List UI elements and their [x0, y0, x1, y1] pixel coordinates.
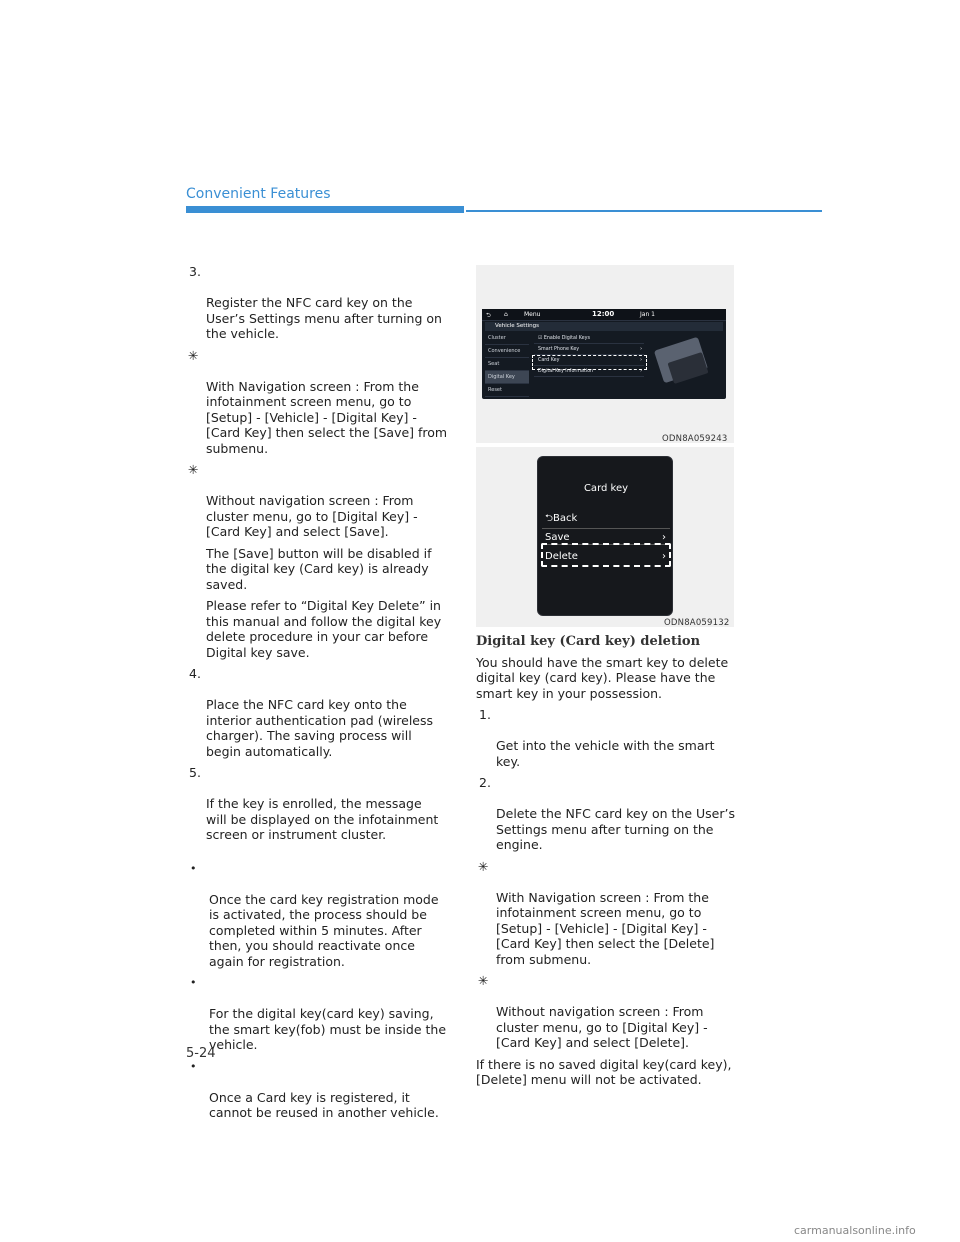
row-label: Smart Phone Key [538, 347, 580, 352]
bullet-text: Once a Card key is registered, it cannot be reused in another vehicle. [209, 1089, 439, 1120]
step-number: 2. [479, 775, 491, 790]
chevron-right-icon: › [640, 347, 642, 352]
asterisk-icon: ✳ [478, 858, 489, 874]
note-text: Without navigation screen : From cluster menu, go to [Digital Key] - [Card Key] and select [Save]. [206, 493, 418, 539]
sidebar-item-cluster: Cluster [485, 332, 529, 345]
row-enable-digital-keys [534, 333, 644, 344]
sidebar-item-digital-key: Digital Key [485, 371, 529, 384]
right-column [476, 634, 738, 1094]
screen-top-bar [482, 309, 726, 321]
sidebar-item-reset: Reset [485, 384, 529, 397]
row-label: Enable Digital Keys [543, 336, 590, 341]
bullet-icon: • [190, 976, 197, 989]
note-text: With Navigation screen : From the infotainment screen menu, go to [Setup] - [Vehicle] - [Digital Key] - [Card Key] then select the [Delete] from submenu. [496, 889, 715, 967]
asterisk-icon: ✳ [188, 462, 199, 477]
list-item [186, 975, 454, 1053]
section-title: Convenient Features [186, 186, 331, 202]
figure-code: ODN8A059243 [662, 434, 728, 444]
note-without-navigation [186, 462, 454, 540]
cluster-panel [537, 456, 673, 616]
sidebar-item-convenience: Convenience [485, 345, 529, 358]
section-heading: Digital key (Card key) deletion [476, 634, 701, 649]
chevron-right-icon: › [662, 551, 666, 562]
list-item [186, 861, 454, 970]
note-text: Without navigation screen : From cluster menu, go to [Digital Key] - [Card Key] and select [Delete]. [496, 1004, 708, 1050]
step-number: 5. [189, 765, 201, 780]
intro-paragraph: You should have the smart key to delete digital key (card key). Please have the smart key in your possession. [476, 654, 729, 701]
chevron-right-icon: › [640, 369, 642, 374]
step-4 [186, 666, 454, 759]
figure-code: ODN8A059132 [664, 618, 730, 628]
step-text: Get into the vehicle with the smart key. [496, 738, 715, 769]
back-icon: ⮌ [486, 312, 491, 319]
bullet-text: Once the card key registration mode is activated, the process should be completed within 5 minutes. After then, you should reactivate once again for registration. [209, 891, 439, 969]
page-number: 5-24 [186, 1046, 216, 1061]
infotainment-screen [482, 309, 726, 399]
save-disabled-note: The [Save] button will be disabled if the digital key (Card key) is already saved. [206, 545, 432, 592]
home-icon: ⌂ [504, 311, 508, 318]
back-label: Back [553, 513, 578, 524]
left-column [186, 264, 454, 1127]
save-label: Save [545, 532, 570, 543]
watermark: carmanualsonline.info [794, 1224, 916, 1237]
settings-sidebar [485, 332, 529, 397]
clock: 12:00 [592, 310, 615, 318]
note-without-navigation [476, 973, 738, 1051]
chevron-right-icon: › [640, 358, 642, 363]
list-item [186, 1059, 454, 1121]
step-number: 3. [189, 264, 201, 279]
asterisk-icon: ✳ [188, 347, 199, 363]
row-label: Card Key [538, 358, 560, 363]
bullet-icon: • [190, 1059, 197, 1073]
sidebar-item-seat: Seat [485, 358, 529, 371]
step-text: If the key is enrolled, the message will be displayed on the infotainment screen or instrument cluster. [206, 796, 439, 842]
note-text: With Navigation screen : From the infotainment screen menu, go to [Setup] - [Vehicle] - [Digital Key] - [Card Key] then select the [Save] from submenu. [206, 378, 448, 456]
closing-paragraph: If there is no saved digital key(card key), [Delete] menu will not be activated. [476, 1056, 732, 1087]
panel-title: Card key [583, 483, 629, 494]
step-1 [476, 707, 738, 769]
checkbox-icon: ☑ [538, 336, 544, 341]
refer-delete-note: Please refer to “Digital Key Delete” in this manual and follow the digital key delete procedure in your car before Digital key save. [206, 598, 442, 660]
highlight-dashed-box [541, 543, 671, 567]
step-2 [476, 775, 738, 853]
back-row [542, 510, 670, 527]
row-label: Digital Key Information [538, 369, 594, 374]
bullet-icon: • [190, 861, 197, 875]
note-with-navigation [476, 859, 738, 968]
menu-label: Menu [524, 311, 541, 318]
step-number: 1. [479, 707, 491, 722]
highlight-dashed-box [532, 355, 647, 370]
step-5 [186, 765, 454, 843]
infotainment-screen-figure [476, 265, 734, 443]
asterisk-icon: ✳ [478, 973, 489, 988]
row-smart-phone-key [534, 344, 644, 355]
step-text: Place the NFC card key onto the interior authentication pad (wireless charger). The saving process will begin automatically. [206, 697, 434, 759]
bullet-list [186, 861, 454, 1121]
cluster-screen-figure [476, 447, 734, 627]
header-rule-thick [186, 206, 464, 213]
delete-label: Delete [545, 551, 578, 562]
back-arrow-icon: ⮌ [545, 513, 554, 524]
bullet-text: For the digital key(card key) saving, the smart key(fob) must be inside the vehicle. [209, 1006, 447, 1052]
date: Jan 1 [640, 311, 655, 318]
step-text: Register the NFC card key on the User’s Settings menu after turning on the vehicle. [206, 295, 442, 341]
step-number: 4. [189, 666, 201, 681]
vehicle-settings-title: Vehicle Settings [485, 322, 723, 331]
note-with-navigation [186, 348, 454, 457]
step-3 [186, 264, 454, 342]
chevron-right-icon: › [662, 532, 666, 543]
header-rule-thin [466, 210, 822, 212]
step-text: Delete the NFC card key on the User’s Settings menu after turning on the engine. [496, 806, 735, 852]
